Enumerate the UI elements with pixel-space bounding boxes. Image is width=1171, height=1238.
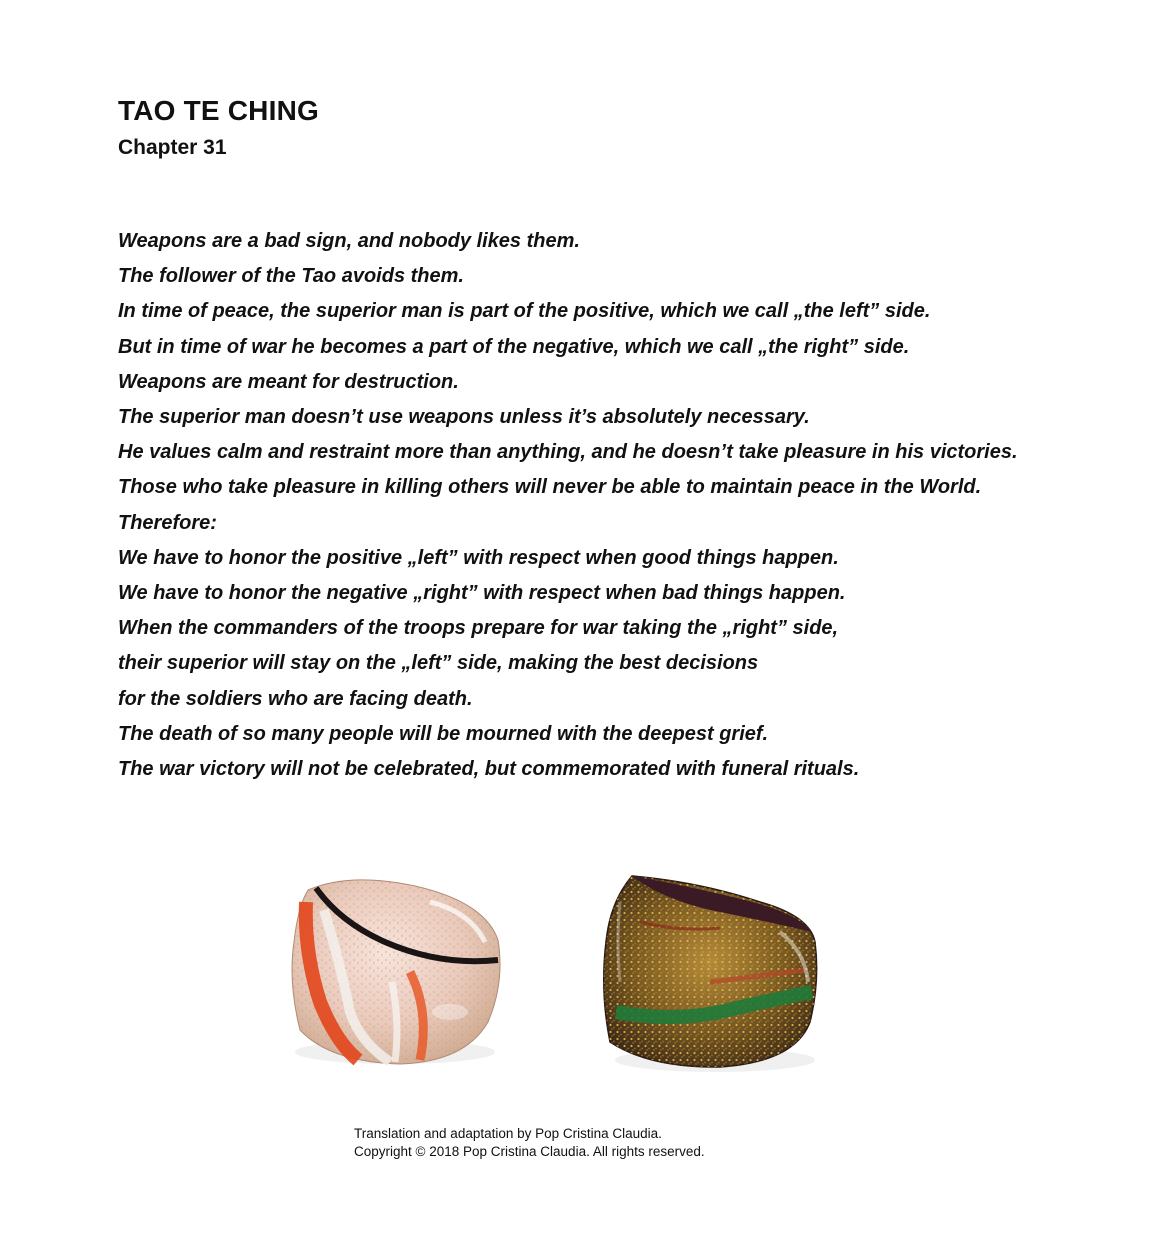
poem-line: When the commanders of the troops prepare for war taking the „right” side,: [118, 617, 839, 640]
poem-line: The superior man doesn’t use weapons unless it’s absolutely necessary.: [118, 406, 810, 429]
poem-line: In time of peace, the superior man is part of the positive, which we call „the left” side.: [118, 300, 931, 323]
chapter-heading: Chapter 31: [118, 136, 227, 159]
poem-line: The death of so many people will be mourned with the deepest grief.: [118, 722, 769, 745]
poem-text: [118, 224, 1018, 787]
poem-line: The war victory will not be celebrated, but commemorated with funeral rituals.: [118, 758, 860, 781]
poem-line: But in time of war he becomes a part of the negative, which we call „the right” side.: [118, 335, 910, 358]
poem-line: Therefore:: [118, 511, 217, 534]
poem-line: Weapons are a bad sign, and nobody likes them.: [118, 230, 580, 252]
poem-line: The follower of the Tao avoids them.: [118, 265, 464, 288]
rings-photo: [280, 862, 840, 1082]
copyright-notice: Copyright © 2018 Pop Cristina Claudia. All rights reserved.: [354, 1144, 705, 1159]
poem-line: He values calm and restraint more than anything, and he doesn’t take pleasure in his victories.: [118, 441, 1018, 464]
left-ring-image: [292, 880, 500, 1064]
right-ring-image: [604, 876, 817, 1072]
poem-line: their superior will stay on the „left” side, making the best decisions: [118, 652, 759, 675]
page-title: TAO TE CHING: [118, 95, 319, 126]
poem-line: We have to honor the positive „left” with respect when good things happen.: [118, 546, 839, 569]
poem-line: Those who take pleasure in killing others will never be able to maintain peace in the World.: [118, 476, 982, 499]
poem-line: We have to honor the negative „right” with respect when bad things happen.: [118, 582, 846, 605]
poem-line: for the soldiers who are facing death.: [118, 687, 473, 710]
credits: [354, 1125, 705, 1161]
poem-line: Weapons are meant for destruction.: [118, 370, 459, 393]
translation-credit: Translation and adaptation by Pop Cristina Claudia.: [354, 1126, 662, 1141]
